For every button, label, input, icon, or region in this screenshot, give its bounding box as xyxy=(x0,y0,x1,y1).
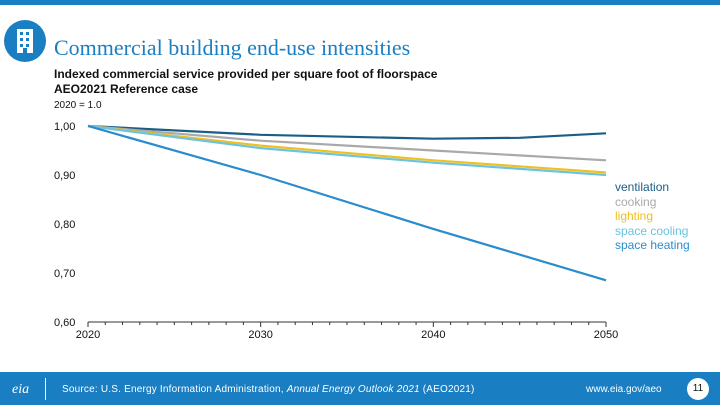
footer-divider xyxy=(45,378,46,400)
x-tick-label: 2050 xyxy=(593,329,619,341)
x-tick-label: 2020 xyxy=(75,329,101,341)
source-title: Annual Energy Outlook 2021 xyxy=(286,384,420,395)
x-tick-label: 2030 xyxy=(248,329,273,341)
y-tick-label: 0,60 xyxy=(54,317,76,329)
eia-logo xyxy=(10,378,34,398)
y-tick-label: 0,90 xyxy=(54,170,76,182)
legend-item-ventilation: ventilation xyxy=(615,180,670,194)
y-tick-label: 0,70 xyxy=(54,268,76,280)
chart-subtitle-line1: Indexed commercial service provided per square foot of floorspace xyxy=(54,67,438,81)
chart-subtitle-line2: AEO2021 Reference case xyxy=(54,82,199,96)
legend-item-cooking: cooking xyxy=(615,194,657,209)
legend-item-space-heating: space heating xyxy=(615,238,690,252)
chart-legend xyxy=(615,180,690,253)
legend-item-lighting: lighting xyxy=(615,209,654,223)
page-number: 11 xyxy=(687,378,709,400)
x-tick-label: 2040 xyxy=(421,329,446,341)
page-title: Commercial building end-use intensities xyxy=(54,35,411,60)
source-note xyxy=(62,384,475,395)
series-line-space-heating xyxy=(88,126,606,280)
index-note: 2020 = 1.0 xyxy=(54,100,102,111)
source-suffix: (AEO2021) xyxy=(419,384,475,395)
source-prefix: Source: U.S. Energy Information Administration, xyxy=(62,384,287,395)
legend-item-space-cooling: space cooling xyxy=(615,223,689,238)
footer-url[interactable]: www.eia.gov/aeo xyxy=(586,384,662,395)
y-tick-label: 1,00 xyxy=(54,121,76,133)
svg-text:eia: eia xyxy=(12,382,30,397)
y-tick-label: 0,80 xyxy=(54,219,76,231)
